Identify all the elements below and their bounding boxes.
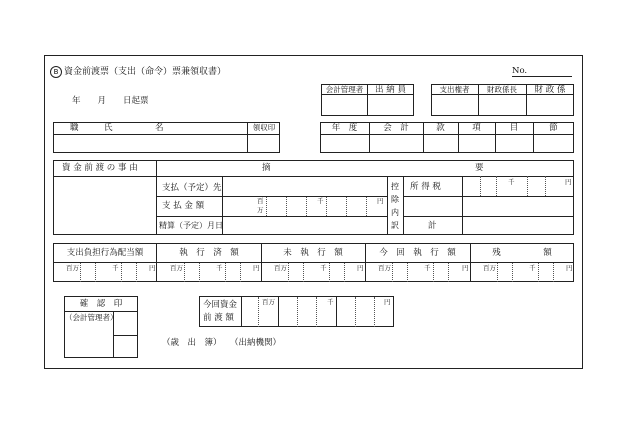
amount-unit-en: 円: [377, 197, 384, 205]
budget-nendo: 年 度: [331, 123, 358, 133]
advance-unit-hyakuman: 百万: [262, 298, 275, 306]
current-advance-label-2: 前 渡 額: [203, 313, 234, 323]
advance-unit-sen: 千: [327, 298, 334, 306]
shokushi-name-header: 職 氏 名: [70, 123, 164, 133]
exec-header-konkai: 今 回 執 行 額: [379, 248, 456, 258]
unit-en: 円: [565, 178, 572, 186]
confirm-header: 確 認 印: [79, 299, 123, 309]
footer-saishutsubo: （歳 出 簿）: [162, 338, 222, 348]
exec4-unit-en: 円: [462, 264, 469, 272]
exec3-unit-en: 円: [357, 264, 364, 272]
exec2-unit-hyakuman: 百万: [170, 264, 183, 272]
approval-suitouin: 出 納 員: [375, 85, 406, 95]
budget-moku: 目: [509, 123, 519, 133]
exec-header-shikkouzumi: 執 行 済 額: [179, 248, 239, 258]
exec4-unit-hyakuman: 百万: [378, 264, 391, 272]
income-tax-label: 所 得 税: [410, 182, 441, 192]
yo-header: 要: [475, 163, 484, 173]
confirm-sub-label: （会計管理者）: [65, 313, 118, 322]
total-label: 計: [428, 221, 437, 231]
current-advance-label-1: 今回資金: [203, 300, 238, 310]
exec3-unit-hyakuman: 百万: [274, 264, 287, 272]
exec2-unit-en: 円: [253, 264, 260, 272]
exec-header-haitou: 支出負担行為配当額: [66, 248, 144, 258]
exec2-unit-sen: 千: [216, 264, 223, 272]
form-number-line: [512, 76, 572, 77]
amount-label: 支 払 金 額: [162, 201, 205, 211]
tekiyo-header: 摘: [262, 163, 271, 173]
exec1-unit-hyakuman: 百万: [66, 264, 79, 272]
advance-unit-en: 円: [384, 298, 391, 306]
amount-unit-man: 万: [257, 206, 264, 214]
exec4-unit-sen: 千: [424, 264, 431, 272]
exec-header-zan: 残 額: [492, 248, 552, 258]
deduction-label: 控除内訳: [391, 182, 399, 230]
amount-unit-sen: 千: [317, 197, 324, 205]
form-number-label: No.: [512, 66, 528, 76]
exec3-unit-sen: 千: [320, 264, 327, 272]
footer-suitou-kikan: （出納機関）: [230, 338, 282, 348]
exec5-unit-hyakuman: 百万: [483, 264, 496, 272]
budget-kaikei: 会 計: [383, 123, 409, 133]
budget-kou: 項: [472, 123, 481, 133]
exec1-unit-sen: 千: [112, 264, 119, 272]
exec1-unit-en: 円: [149, 264, 156, 272]
exec5-unit-sen: 千: [529, 264, 536, 272]
issue-date-label: 年 月 日起票: [72, 96, 149, 106]
exec5-unit-en: 円: [566, 264, 573, 272]
exec-header-mishikkou: 未 執 行 額: [283, 248, 343, 258]
budget-setsu: 節: [549, 123, 558, 133]
payee-label: 支払（予定）先: [162, 183, 222, 193]
approval-kaikei-kanrisha: 会計管理者: [325, 85, 364, 94]
approval-shishutsu-kensha: 支出権者: [439, 85, 470, 94]
form-badge: B: [50, 66, 62, 78]
budget-kan: 款: [436, 123, 445, 133]
unit-sen: 千: [508, 178, 515, 186]
approval-zaisei-kakari: 財 政 係: [534, 85, 566, 95]
approval-zaisei-kakaricho: 財政係長: [487, 85, 517, 94]
receipt-seal-header: 領収印: [252, 123, 276, 132]
form-title: 資金前渡票（支出（命令）票兼領収書）: [64, 67, 227, 77]
amount-unit-hyaku: 百: [257, 197, 264, 205]
reason-header: 資 金 前 渡 の 事 由: [62, 163, 138, 173]
settle-date-label: 精算（予定）月日: [159, 221, 223, 230]
